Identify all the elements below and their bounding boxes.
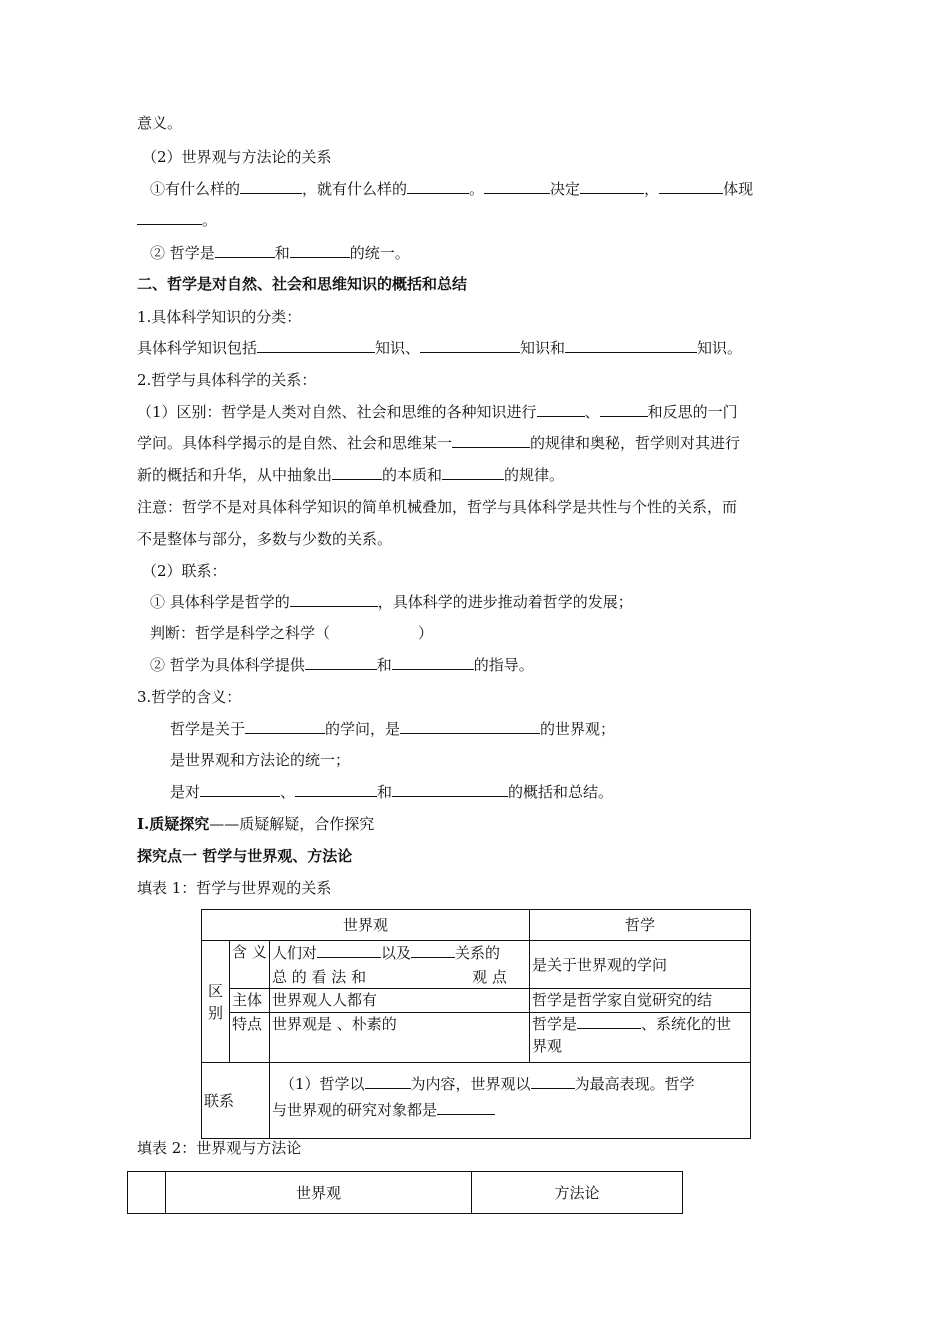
- table-cell: 世界观是 、朴素的: [270, 1013, 530, 1063]
- table-cell: （1）哲学以 为内容，世界观以 为最高表现。哲学 与世界观的研究对象都是: [270, 1063, 751, 1139]
- table-cell: [128, 1172, 166, 1214]
- table-2: [127, 1171, 683, 1214]
- table-cell: 人们对 以及 关系的 总 的 看 法 和 观 点: [270, 941, 530, 989]
- table-caption: 填表 2：世界观与方法论: [137, 1139, 302, 1157]
- fill-line: ① 具体科学是哲学的 ，具体科学的进步推动着哲学的发展；: [150, 593, 633, 611]
- header-cell: 哲学: [530, 910, 751, 941]
- subheading: （2）世界观与方法论的关系: [142, 148, 332, 166]
- table-cell: 哲学是 、系统化的世 界观: [530, 1013, 751, 1063]
- row-label: 含 义: [230, 941, 270, 989]
- fill-line: ①有什么样的 ，就有什么样的 。 决定 ， 体现: [150, 180, 754, 198]
- fill-line: 新的概括和升华，从中抽象出 的本质和 的规律。: [137, 466, 565, 484]
- section-heading: 探究点一 哲学与世界观、方法论: [137, 847, 353, 865]
- row-label: 主体: [230, 989, 270, 1013]
- text-line: 1.具体科学知识的分类：: [137, 308, 302, 326]
- fill-line: 具体科学知识包括 知识、 知识和 知识。: [137, 339, 743, 357]
- text-line: 3.哲学的含义：: [137, 688, 242, 706]
- fill-line: 学问。具体科学揭示的是自然、社会和思维某一 的规律和奥秘，哲学则对其进行: [137, 434, 741, 452]
- row-label: 联系: [202, 1063, 270, 1139]
- row-label: 特点: [230, 1013, 270, 1063]
- judgement-line: 判断：哲学是科学之科学（ ）: [150, 624, 434, 642]
- table-1: [201, 909, 751, 1139]
- fill-line: 哲学是关于 的学问，是 的世界观；: [170, 720, 616, 738]
- fill-line: 。: [137, 210, 217, 230]
- header-cell: 世界观: [166, 1172, 472, 1214]
- fill-line: ② 哲学是 和 的统一。: [150, 244, 410, 262]
- header-cell: 世界观: [202, 910, 530, 941]
- fill-line: （1）区别：哲学是人类对自然、社会和思维的各种知识进行 、 和反思的一门: [137, 403, 738, 421]
- text-line: 2.哲学与具体科学的关系：: [137, 371, 317, 389]
- text-line: 不是整体与部分，多数与少数的关系。: [137, 530, 393, 548]
- text-line: 注意：哲学不是对具体科学知识的简单机械叠加，哲学与具体科学是共性与个性的关系，而: [137, 498, 738, 516]
- header-cell: 方法论: [472, 1172, 683, 1214]
- table-cell: 哲学是哲学家自觉研究的结: [530, 989, 751, 1013]
- text-line: 意义。: [137, 114, 183, 132]
- fill-line: ② 哲学为具体科学提供 和 的指导。: [150, 656, 534, 674]
- section-heading: Ⅰ.质疑探究——质疑解疑，合作探究: [137, 815, 375, 833]
- table-cell: 世界观人人都有: [270, 989, 530, 1013]
- table-cell: 是关于世界观的学问: [530, 941, 751, 989]
- text-line: 是世界观和方法论的统一；: [170, 751, 351, 769]
- subheading: （2）联系：: [142, 562, 227, 580]
- row-label: 区 别: [202, 941, 230, 1063]
- fill-line: 是对 、 和 的概括和总结。: [170, 783, 614, 801]
- section-heading: 二、哲学是对自然、社会和思维知识的概括和总结: [137, 275, 468, 293]
- table-caption: 填表 1：哲学与世界观的关系: [137, 879, 332, 897]
